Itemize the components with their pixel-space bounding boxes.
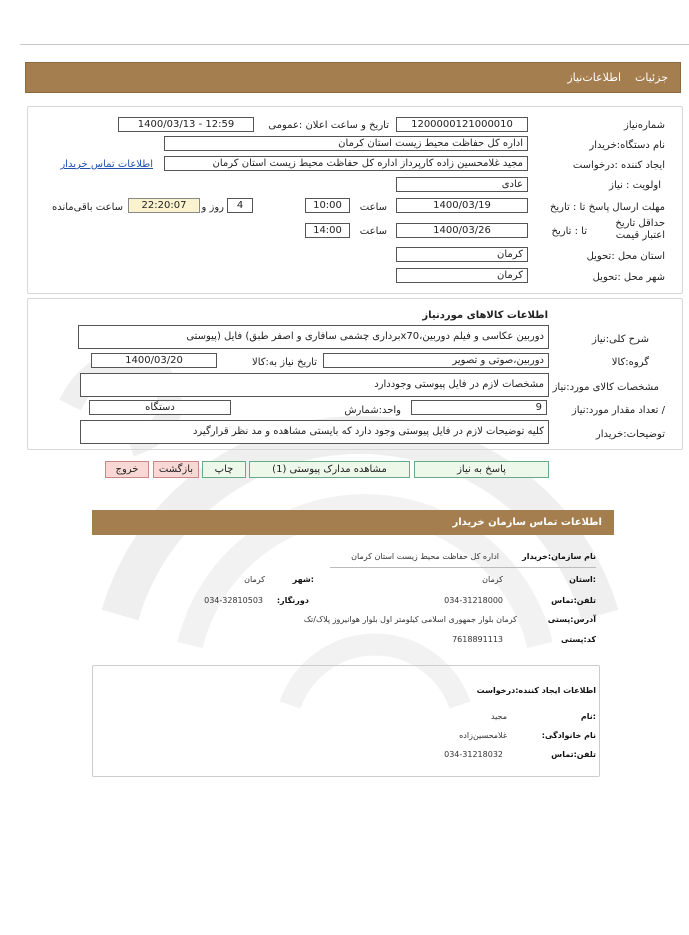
contact-address-value: کرمان بلوار جمهوری اسلامی کیلومتر اول بلوار هوانیروز پلاک/تک bbox=[303, 615, 517, 624]
priority-field: عادی bbox=[396, 177, 528, 192]
contact-postal-label: کد:پستی bbox=[561, 635, 596, 644]
announce-field: 1400/03/13 - 12:59 bbox=[118, 117, 254, 132]
quantity-field: 9 bbox=[411, 400, 547, 415]
org-name-label: نام سازمان:خریدار bbox=[522, 552, 596, 561]
delivery-city-field: کرمان bbox=[396, 268, 528, 283]
buyer-org-field: اداره کل حفاظت محیط زیست استان کرمان bbox=[164, 136, 528, 151]
requester-section-title: اطلاعات ایجاد کننده:درخواست bbox=[476, 686, 596, 695]
days-label: روز و bbox=[201, 202, 224, 213]
tab-need-info[interactable]: اطلاعات‌نیاز bbox=[567, 71, 622, 84]
validity-time-field: 14:00 bbox=[305, 223, 350, 238]
priority-label: اولویت : نیاز bbox=[609, 180, 661, 191]
goods-group-label: گروه:کالا bbox=[611, 357, 649, 368]
remaining-time-field: 22:20:07 bbox=[128, 198, 200, 213]
goods-date-label: تاریخ نیاز به:کالا bbox=[252, 357, 317, 368]
contact-phone-label: تلفن:تماس bbox=[551, 596, 596, 605]
goods-section-title: اطلاعات کالاهای موردنیاز bbox=[422, 310, 548, 321]
contact-province-value: کرمان bbox=[482, 575, 503, 584]
contact-fax-value: 034-32810503 bbox=[204, 596, 263, 605]
validity-label: حداقل تاریخ اعتبار قیمت bbox=[615, 218, 665, 241]
buyer-contact-header: اطلاعات تماس سازمان خریدار bbox=[92, 510, 614, 535]
contact-postal-value: 7618891113 bbox=[452, 635, 503, 644]
unit-label: واحد:شمارش bbox=[344, 405, 401, 416]
requester-phone-value: 034-31218032 bbox=[444, 750, 503, 759]
requester-phone-label: تلفن:تماس bbox=[551, 750, 596, 759]
tab-details[interactable]: جزئیات bbox=[635, 71, 668, 84]
unit-field: دستگاه bbox=[89, 400, 231, 415]
contact-city-value: کرمان bbox=[244, 575, 265, 584]
requester-family-label: نام خانوادگی: bbox=[541, 731, 596, 740]
respond-button[interactable]: پاسخ به نیاز bbox=[414, 461, 549, 478]
deadline-date-field: 1400/03/19 bbox=[396, 198, 528, 213]
buyer-notes-field: کلیه توضیحات لازم در فایل پیوستی وجود دارد که بایستی مشاهده و مد نظر قرارگیرد bbox=[80, 420, 549, 444]
top-divider bbox=[20, 44, 689, 45]
delivery-city-label: شهر محل :تحویل bbox=[592, 272, 665, 283]
need-info-panel bbox=[27, 106, 683, 294]
general-desc-label: شرح کلی:نیاز bbox=[592, 334, 649, 345]
requester-family-value: غلامحسین‌زاده bbox=[459, 731, 507, 740]
goods-spec-label: مشخصات کالای مورد:نیاز bbox=[552, 382, 659, 393]
remaining-label: ساعت باقی‌مانده bbox=[51, 202, 123, 213]
contact-city-label: :شهر bbox=[292, 575, 314, 584]
general-desc-field: دوربین عکاسی و فیلم دوربین،x70برداری چشمی سافاری و اصفر طبق) فایل (پیوستی bbox=[78, 325, 549, 349]
goods-spec-field: مشخصات لازم در فایل پیوستی وجوددارد bbox=[80, 373, 549, 397]
buyer-org-label: نام دستگاه:خریدار bbox=[589, 140, 665, 151]
print-button[interactable]: چاپ bbox=[202, 461, 246, 478]
validity-to-label: تا : تاریخ bbox=[551, 226, 587, 237]
need-number-label: شماره‌نیاز bbox=[624, 120, 665, 131]
validity-date-field: 1400/03/26 bbox=[396, 223, 528, 238]
days-remaining-field: 4 bbox=[227, 198, 253, 213]
creator-field: مجید غلامحسین زاده کارپرداز اداره کل حفاظت محیط زیست استان کرمان bbox=[164, 156, 528, 171]
creator-label: ایجاد کننده :درخواست bbox=[572, 160, 665, 171]
back-button[interactable]: بازگشت bbox=[153, 461, 199, 478]
deadline-time-label: ساعت bbox=[359, 202, 387, 213]
requester-name-label: :نام bbox=[580, 712, 596, 721]
exit-button[interactable]: خروج bbox=[105, 461, 149, 478]
contact-province-label: :استان bbox=[569, 575, 596, 584]
requester-panel bbox=[92, 665, 600, 777]
contact-address-label: آدرس:پستی bbox=[547, 615, 596, 624]
org-name-value: اداره کل حفاظت محیط زیست استان کرمان bbox=[351, 552, 499, 561]
contact-fax-label: دورنگار: bbox=[276, 596, 309, 605]
requester-name-value: مجید bbox=[490, 712, 507, 721]
quantity-label: / تعداد مقدار مورد:نیاز bbox=[571, 405, 665, 416]
buyer-contact-link[interactable]: اطلاعات تماس خریدار bbox=[60, 159, 153, 170]
buyer-notes-label: توضیحات:خریدار bbox=[595, 429, 665, 440]
deadline-label: مهلت ارسال پاسخ تا : تاریخ bbox=[549, 202, 665, 213]
need-number-field: 1200000121000010 bbox=[396, 117, 528, 132]
deadline-time-field: 10:00 bbox=[305, 198, 350, 213]
announce-label: تاریخ و ساعت اعلان :عمومی bbox=[268, 120, 389, 131]
validity-time-label: ساعت bbox=[359, 226, 387, 237]
delivery-province-label: استان محل :تحویل bbox=[586, 251, 665, 262]
goods-date-field: 1400/03/20 bbox=[91, 353, 217, 368]
goods-group-field: دوربین،صوتی و تصویر bbox=[323, 353, 549, 368]
details-header bbox=[25, 62, 681, 93]
view-attachments-button[interactable]: مشاهده مدارک پیوستی (1) bbox=[249, 461, 410, 478]
contact-phone-value: 034-31218000 bbox=[444, 596, 503, 605]
contact-divider bbox=[330, 567, 596, 568]
delivery-province-field: کرمان bbox=[396, 247, 528, 262]
